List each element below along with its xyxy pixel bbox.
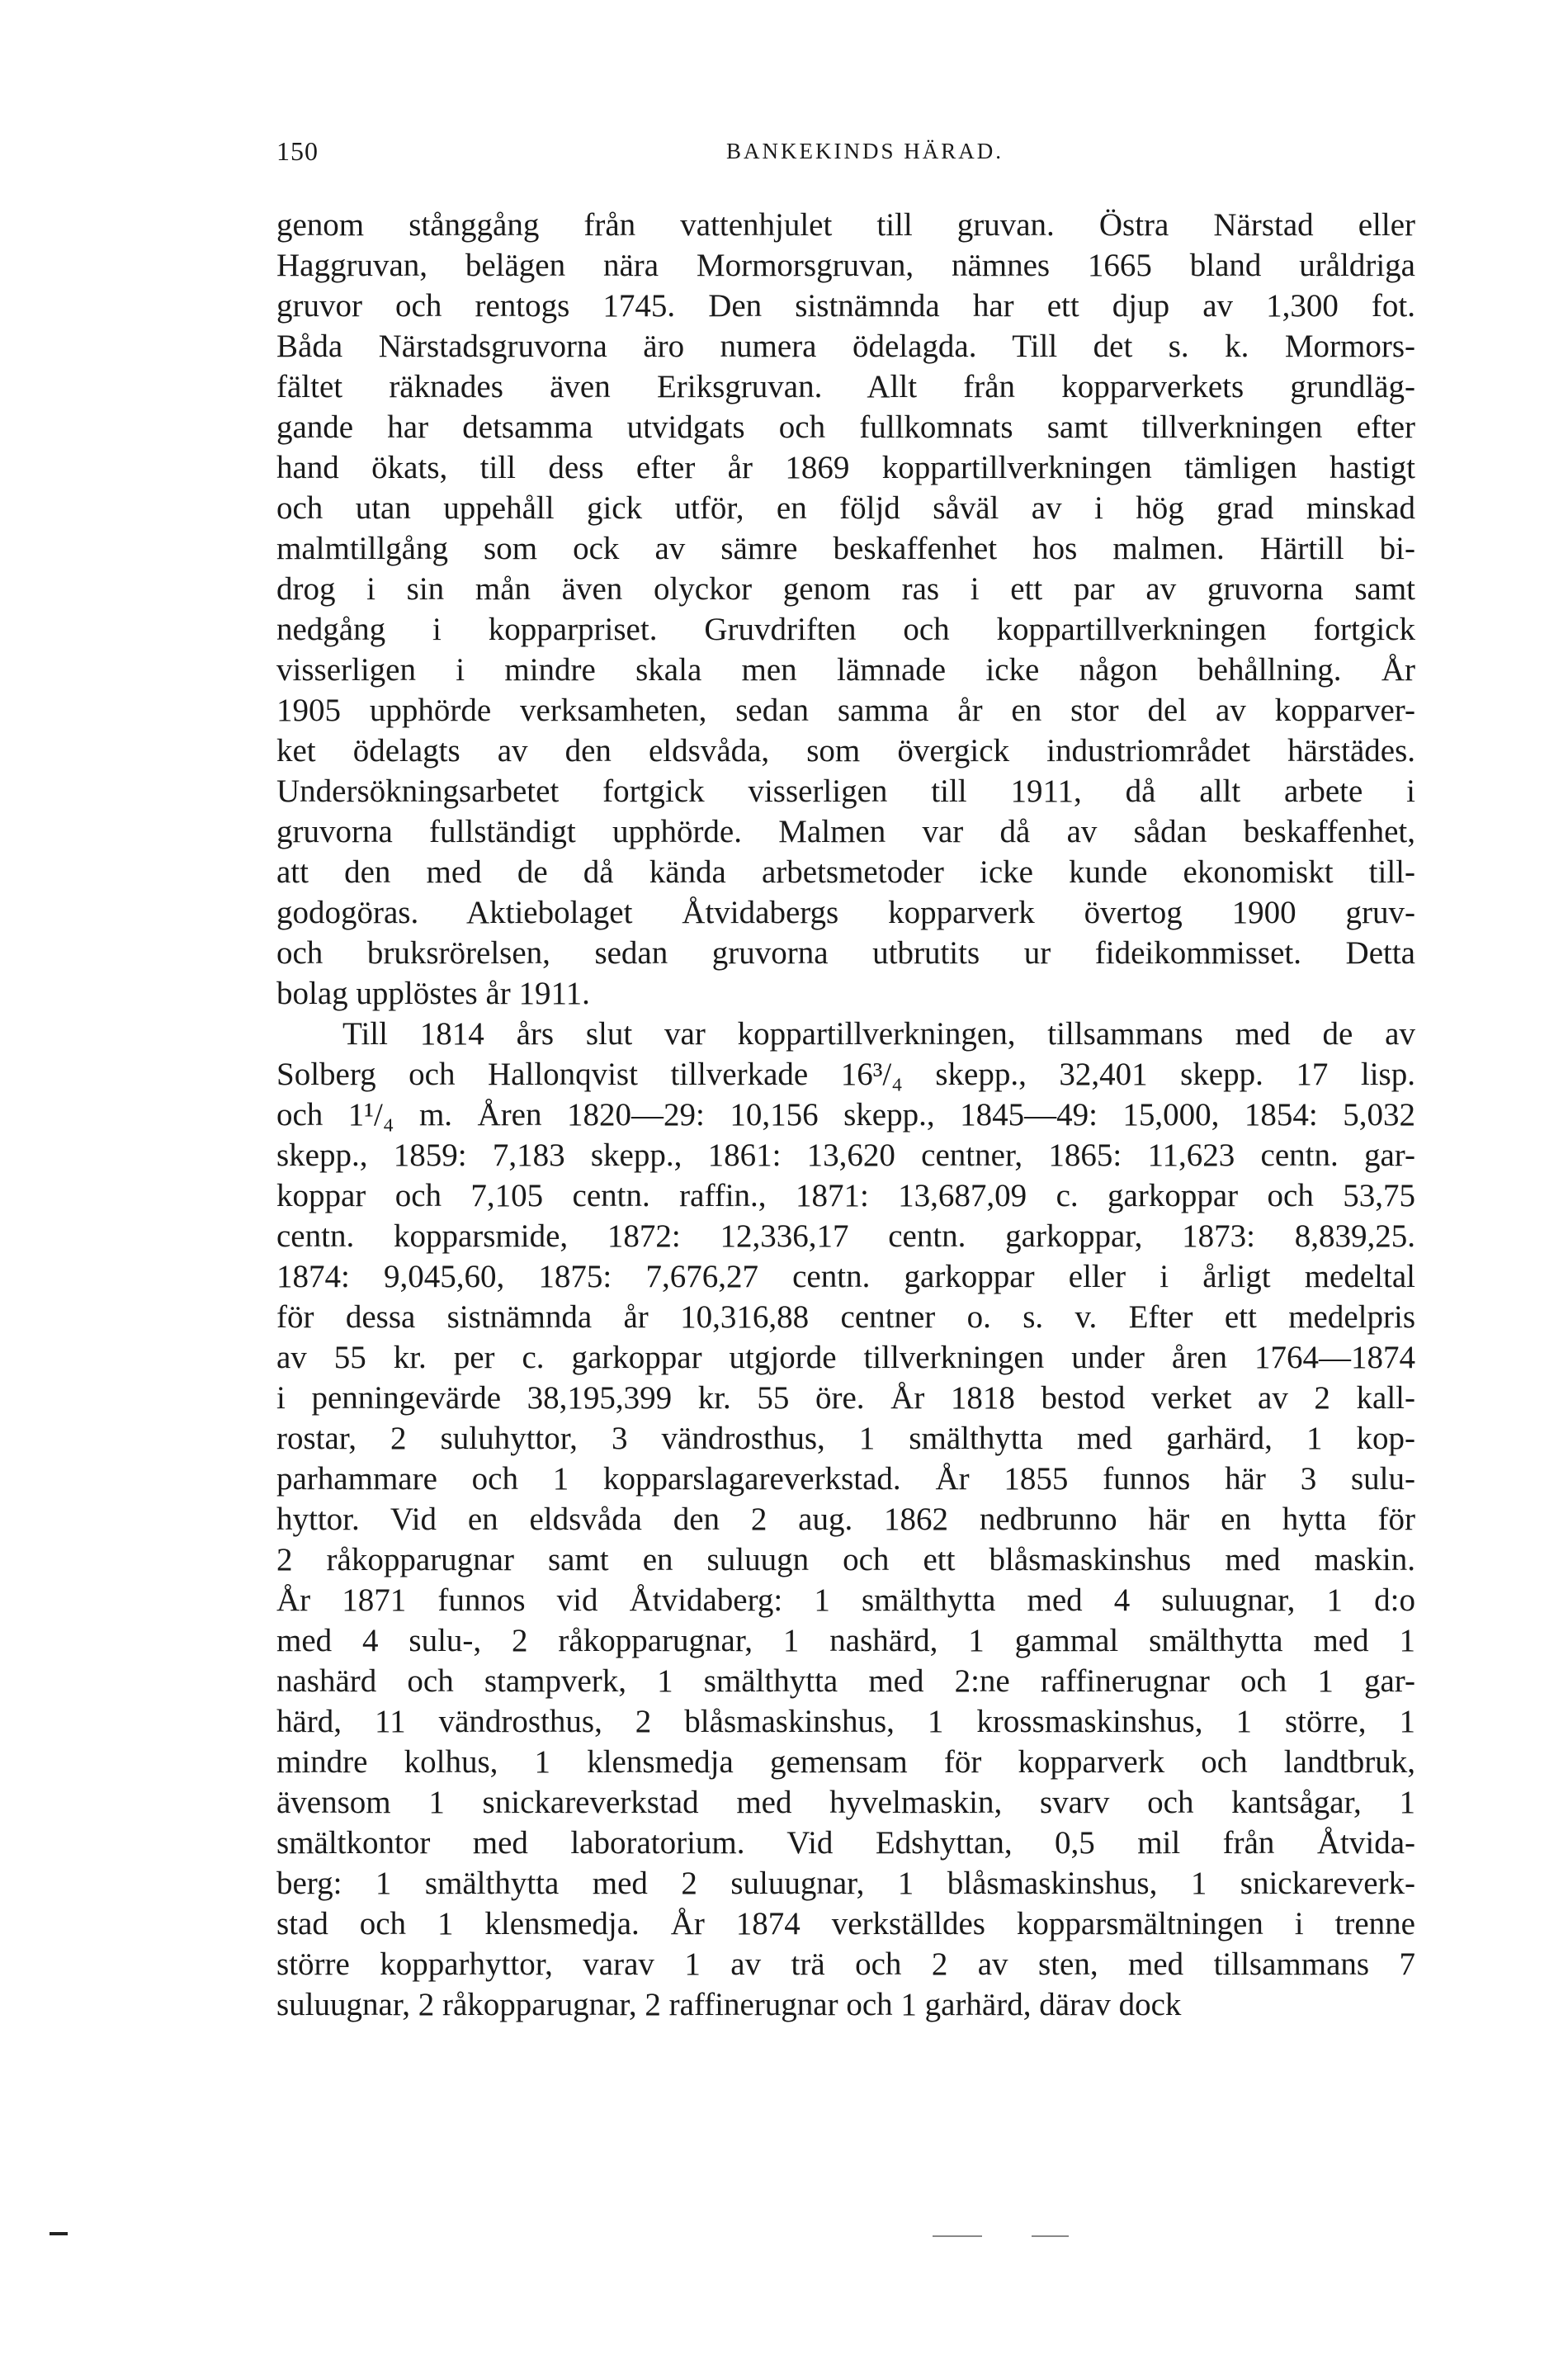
- text-line: malmtillgång som ock av sämre beskaffenhet hos malmen. Härtill bi-: [276, 531, 1415, 566]
- text-line: hand ökats, till dess efter år 1869 koppartillverkningen tämligen hastigt: [276, 450, 1415, 485]
- text-line: fältet räknades även Eriksgruvan. Allt från kopparverkets grundläg-: [276, 369, 1415, 404]
- text-line: gruvorna fullständigt upphörde. Malmen var då av sådan beskaffenhet,: [276, 814, 1415, 849]
- text-line: nashärd och stampverk, 1 smälthytta med 2:ne raffinerugnar och 1 gar-: [276, 1663, 1415, 1699]
- text-line: Haggruvan, belägen nära Mormorsgruvan, nämnes 1665 bland uråldriga: [276, 248, 1415, 283]
- text-line: större kopparhyttor, varav 1 av trä och 2 av sten, med tillsammans 7: [276, 1946, 1415, 1982]
- paragraph: [276, 205, 1415, 1014]
- scan-artifact-mark: [1032, 2235, 1069, 2237]
- body-text: [276, 205, 1415, 2025]
- paragraph: [276, 1014, 1415, 2025]
- text-line: för dessa sistnämnda år 10,316,88 centner o. s. v. Efter ett medelpris: [276, 1299, 1415, 1335]
- margin-mark: [50, 2232, 68, 2235]
- text-line: och bruksrörelsen, sedan gruvorna utbrutits ur fideikommisset. Detta: [276, 935, 1415, 971]
- page-number: 150: [276, 136, 319, 166]
- text-line: genom stånggång från vattenhjulet till gruvan. Östra Närstad eller: [276, 207, 1415, 243]
- text-line: stad och 1 klensmedja. År 1874 verkställdes kopparsmältningen i trenne: [276, 1906, 1415, 1941]
- text-line: hyttor. Vid en eldsvåda den 2 aug. 1862 nedbrunno här en hytta för: [276, 1502, 1415, 1537]
- text-line: berg: 1 smälthytta med 2 suluugnar, 1 blåsmaskinshus, 1 snickareverk-: [276, 1866, 1415, 1901]
- text-line: visserligen i mindre skala men lämnade icke någon behållning. År: [276, 652, 1415, 688]
- text-line: godogöras. Aktiebolaget Åtvidabergs kopparverk övertog 1900 gruv-: [276, 895, 1415, 930]
- text-line: Till 1814 års slut var koppartillverkningen, tillsammans med de av: [342, 1016, 1415, 1052]
- text-line: gruvor och rentogs 1745. Den sistnämnda har ett djup av 1,300 fot.: [276, 288, 1415, 324]
- text-line: parhammare och 1 kopparslagareverkstad. År 1855 funnos här 3 sulu-: [276, 1461, 1415, 1497]
- text-line: Solberg och Hallonqvist tillverkade 16³/₄ skepp., 32,401 skepp. 17 lisp.: [276, 1057, 1415, 1092]
- text-line: År 1871 funnos vid Åtvidaberg: 1 smälthytta med 4 suluugnar, 1 d:o: [276, 1582, 1415, 1618]
- text-line: ävensom 1 snickareverkstad med hyvelmaskin, svarv och kantsågar, 1: [276, 1785, 1415, 1820]
- text-line: koppar och 7,105 centn. raffin., 1871: 13,687,09 c. garkoppar och 53,75: [276, 1178, 1415, 1213]
- text-line: centn. kopparsmide, 1872: 12,336,17 centn. garkoppar, 1873: 8,839,25.: [276, 1218, 1415, 1254]
- text-line: Båda Närstadsgruvorna äro numera ödelagda. Till det s. k. Mormors-: [276, 329, 1415, 364]
- text-line: rostar, 2 suluhyttor, 3 vändrosthus, 1 smälthytta med garhärd, 1 kop-: [276, 1421, 1415, 1456]
- running-head: BANKEKINDS HÄRAD.: [726, 139, 1004, 163]
- text-line: av 55 kr. per c. garkoppar utgjorde tillverkningen under åren 1764—1874: [276, 1340, 1415, 1375]
- text-line: gande har detsamma utvidgats och fullkomnats samt tillverkningen efter: [276, 409, 1415, 445]
- text-line: Undersökningsarbetet fortgick visserligen till 1911, då allt arbete i: [276, 773, 1415, 809]
- text-line: och 1¹/₄ m. Åren 1820—29: 10,156 skepp., 1845—49: 15,000, 1854: 5,032: [276, 1097, 1415, 1133]
- text-line: ket ödelagts av den eldsvåda, som övergick industriområdet härstädes.: [276, 733, 1415, 769]
- text-line: i penningevärde 38,195,399 kr. 55 öre. År 1818 bestod verket av 2 kall-: [276, 1380, 1415, 1416]
- text-line: smältkontor med laboratorium. Vid Edshyttan, 0,5 mil från Åtvida-: [276, 1825, 1415, 1861]
- text-line: mindre kolhus, 1 klensmedja gemensam för kopparverk och landtbruk,: [276, 1744, 1415, 1780]
- text-line: suluugnar, 2 råkopparugnar, 2 raffinerugnar och 1 garhärd, därav dock: [276, 1987, 1182, 2022]
- text-line: bolag upplöstes år 1911.: [276, 976, 590, 1011]
- text-line: 2 råkopparugnar samt en suluugn och ett blåsmaskinshus med maskin.: [276, 1542, 1415, 1577]
- text-line: 1905 upphörde verksamheten, sedan samma år en stor del av kopparver-: [276, 693, 1415, 728]
- text-line: drog i sin mån även olyckor genom ras i ett par av gruvorna samt: [276, 571, 1415, 607]
- text-line: att den med de då kända arbetsmetoder icke kunde ekonomiskt till-: [276, 854, 1415, 890]
- text-line: skepp., 1859: 7,183 skepp., 1861: 13,620 centner, 1865: 11,623 centn. gar-: [276, 1137, 1415, 1173]
- scan-artifact-mark: [933, 2235, 982, 2237]
- text-line: 1874: 9,045,60, 1875: 7,676,27 centn. garkoppar eller i årligt medeltal: [276, 1259, 1415, 1294]
- text-line: nedgång i kopparpriset. Gruvdriften och koppartillverkningen fortgick: [276, 612, 1415, 647]
- text-line: med 4 sulu-, 2 råkopparugnar, 1 nashärd, 1 gammal smälthytta med 1: [276, 1623, 1415, 1658]
- text-line: härd, 11 vändrosthus, 2 blåsmaskinshus, 1 krossmaskinshus, 1 större, 1: [276, 1704, 1415, 1739]
- text-line: och utan uppehåll gick utför, en följd såväl av i hög grad minskad: [276, 490, 1415, 526]
